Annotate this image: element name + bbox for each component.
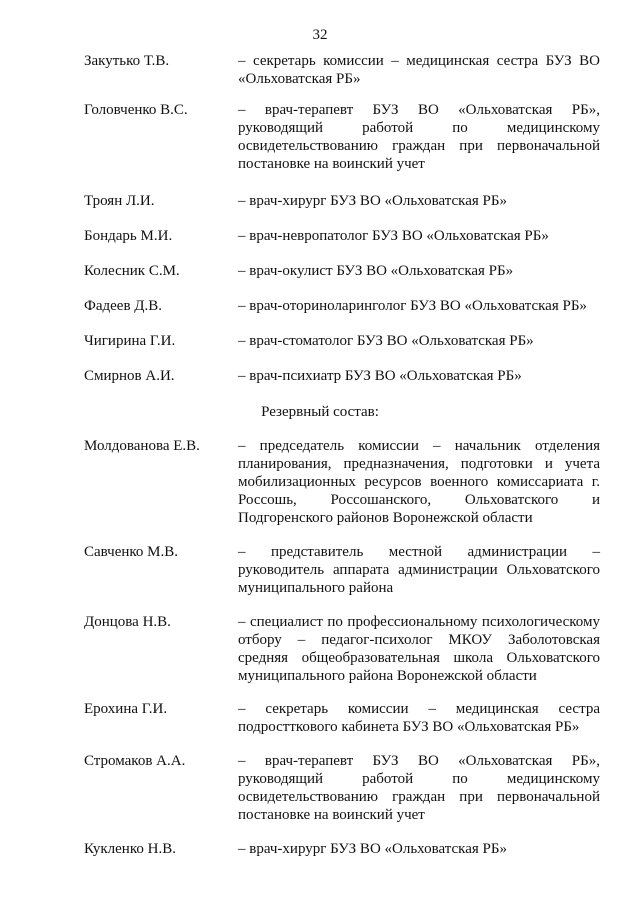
member-role: [238, 192, 600, 210]
member-role-line: – врач-хирург БУЗ ВО «Ольховатская РБ»: [238, 841, 507, 857]
member-role-line: освидетельствованию граждан при первоначальной: [238, 789, 600, 805]
member-role-line: муниципального района: [238, 580, 394, 596]
member-role-line: руководящий работой по медицинскому: [238, 120, 600, 136]
member-role-line: – врач-хирург БУЗ ВО «Ольховатская РБ»: [238, 193, 507, 209]
member-role-line: подростткового кабинета БУЗ ВО «Ольховатская РБ»: [238, 719, 580, 735]
member-name: Стромаков А.А.: [84, 753, 186, 769]
member-role-line: – врач-терапевт БУЗ ВО «Ольховатская РБ»,: [238, 102, 600, 118]
member-name: Троян Л.И.: [84, 193, 155, 209]
member-role-line: – председатель комиссии – начальник отделения: [238, 438, 600, 454]
member-role-line: постановке на воинский учет: [238, 807, 425, 823]
member-role-line: отбору – педагог-психолог МКОУ Заболотовская: [238, 632, 600, 648]
member-name: Молдованова Е.В.: [84, 438, 200, 454]
reserve-section-title: Резервный состав:: [261, 404, 379, 420]
member-role-line: – врач-психиатр БУЗ ВО «Ольховатская РБ»: [238, 368, 522, 384]
page-number: 32: [312, 27, 328, 43]
member-role: [238, 297, 600, 315]
member-role-line: – представитель местной администрации –: [238, 544, 600, 560]
member-role-line: – специалист по профессиональному психологическому: [238, 614, 600, 630]
member-role-line: «Ольховатская РБ»: [238, 71, 361, 87]
member-name: Закутько Т.В.: [84, 53, 170, 69]
member-role: [238, 613, 600, 685]
member-role: [238, 332, 600, 350]
member-role: [238, 437, 600, 527]
member-role-line: планирования, предназначения, подготовки и учета: [238, 456, 600, 472]
member-name: Кукленко Н.В.: [84, 841, 176, 857]
member-role-line: – секретарь комиссии – медицинская сестра БУЗ ВО: [238, 53, 600, 69]
member-role: [238, 101, 600, 173]
member-role-line: Россошь, Россошанского, Ольховатского и: [238, 492, 600, 508]
member-role-line: – врач-терапевт БУЗ ВО «Ольховатская РБ»,: [238, 753, 600, 769]
member-name: Ерохина Г.И.: [84, 701, 168, 717]
member-name: Фадеев Д.В.: [84, 298, 163, 314]
member-role-line: – врач-оториноларинголог БУЗ ВО «Ольховатская РБ»: [238, 298, 587, 314]
member-role-line: муниципального района Воронежской области: [238, 668, 537, 684]
member-role-line: – врач-невропатолог БУЗ ВО «Ольховатская РБ»: [238, 228, 549, 244]
member-role: [238, 367, 600, 385]
member-name: Смирнов А.И.: [84, 368, 175, 384]
member-role-line: – врач-стоматолог БУЗ ВО «Ольховатская РБ»: [238, 333, 534, 349]
member-role: [238, 52, 600, 88]
member-name: Донцова Н.В.: [84, 614, 171, 630]
member-role-line: постановке на воинский учет: [238, 156, 425, 172]
member-name: Головченко В.С.: [84, 102, 188, 118]
member-role-line: – врач-окулист БУЗ ВО «Ольховатская РБ»: [238, 263, 514, 279]
member-role-line: руководитель аппарата администрации Ольховатского: [238, 562, 600, 578]
member-name: Савченко М.В.: [84, 544, 179, 560]
member-role: [238, 262, 600, 280]
member-role-line: Подгоренского районов Воронежской области: [238, 510, 533, 526]
member-role-line: средняя общеобразовательная школа Ольховатского: [238, 650, 600, 666]
member-name: Чигирина Г.И.: [84, 333, 176, 349]
member-role-line: руководящий работой по медицинскому: [238, 771, 600, 787]
member-role: [238, 840, 600, 858]
member-role: [238, 227, 600, 245]
member-role-line: – секретарь комиссии – медицинская сестра: [238, 701, 600, 717]
member-role-line: освидетельствованию граждан при первоначальной: [238, 138, 600, 154]
member-role-line: мобилизационных ресурсов военного комиссариата г.: [238, 474, 600, 490]
member-role: [238, 700, 600, 736]
member-role: [238, 543, 600, 597]
member-name: Бондарь М.И.: [84, 228, 173, 244]
member-role: [238, 752, 600, 824]
member-name: Колесник С.М.: [84, 263, 180, 279]
